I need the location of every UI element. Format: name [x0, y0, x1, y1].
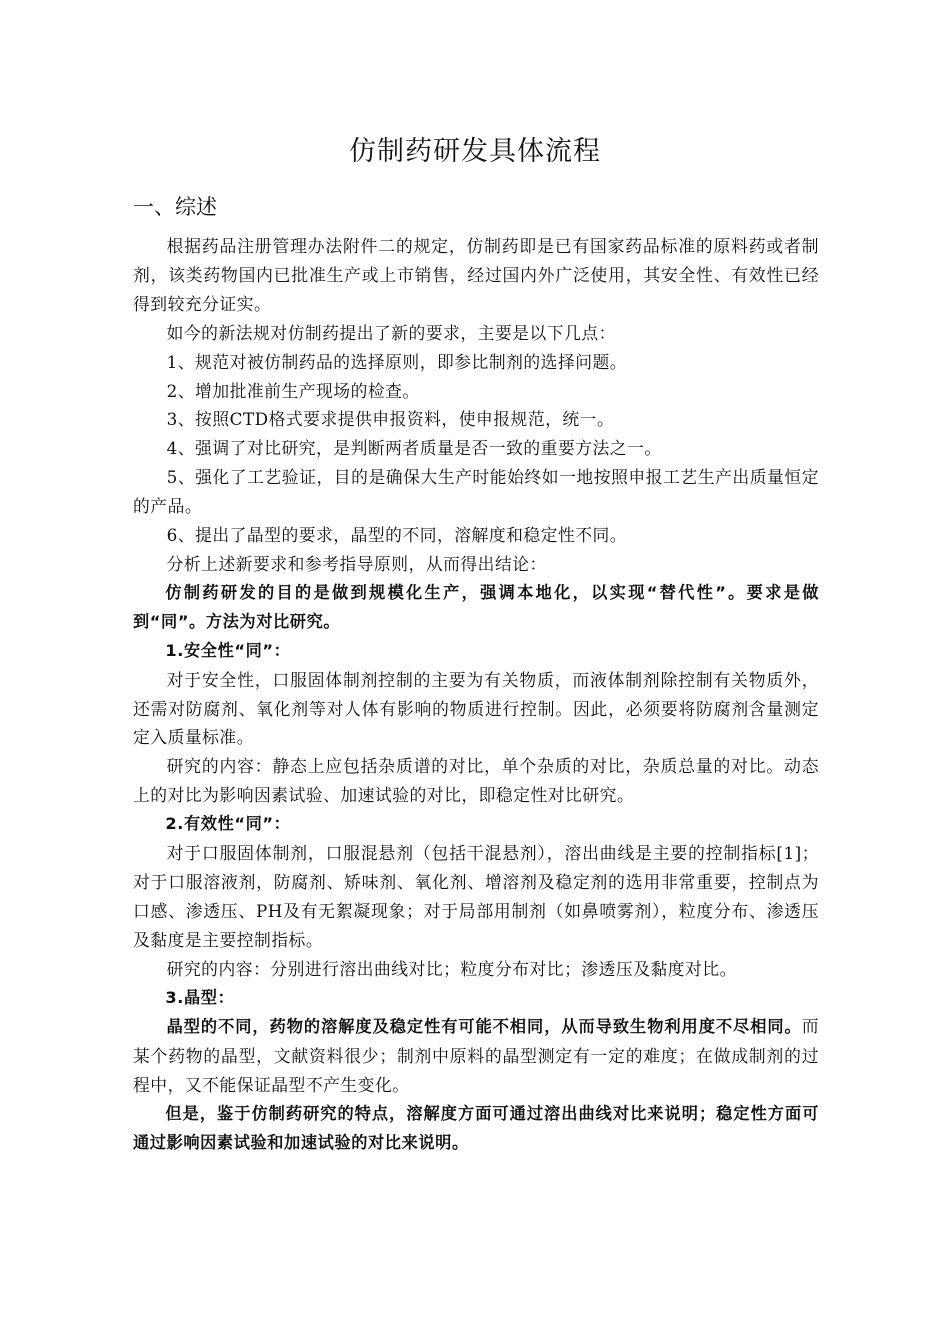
- list-item: 3、按照CTD格式要求提供申报资料，使申报规范，统一。: [166, 409, 615, 430]
- paragraph-intro: 根据药品注册管理办法附件二的规定，仿制药即是已有国家药品标准的原料药或者制剂，该类药物国内已批准生产或上市销售，经过国内外广泛使用，其安全性、有效性已经得到较充分证实。: [133, 236, 819, 314]
- section-heading: 一、综述: [133, 195, 217, 219]
- list-item: 6、提出了晶型的要求，晶型的不同，溶解度和稳定性不同。: [166, 525, 628, 546]
- paragraph-efficacy: 对于口服固体制剂，口服混悬剂（包括干混悬剂），溶出曲线是主要的控制指标[1]；对于口服溶液剂，防腐剂、矫味剂、氧化剂、增溶剂及稳定剂的选用非常重要，控制点为口感、渗透压、PH及有无絮凝现象；对于局部用制剂（如鼻喷雾剂），粒度分布、渗透压及黏度是主要控制指标。: [133, 843, 819, 950]
- crystal-form-continuation: 而某个药物的晶型，文献资料很少；制剂中原料的晶型测定有一定的难度；在做成制剂的过程中，又不能保证晶型不产生变化。: [133, 1016, 819, 1096]
- paragraph-however: 但是，鉴于仿制药研究的特点，溶解度方面可通过溶出曲线对比来说明；稳定性方面可通过影响因素试验和加速试验的对比来说明。: [133, 1104, 819, 1153]
- paragraph-analysis: 分析上述新要求和参考指导原则，从而得出结论：: [166, 553, 547, 574]
- document-body: [133, 232, 819, 1158]
- list-item: 4、强调了对比研究，是判断两者质量是否一致的重要方法之一。: [166, 438, 662, 459]
- crystal-form-emphasis: 晶型的不同，药物的溶解度及稳定性有可能不相同，从而导致生物利用度不尽相同。: [166, 1017, 802, 1037]
- list-item: 1、规范对被仿制药品的选择原则，即参比制剂的选择问题。: [166, 351, 628, 372]
- paragraph-new-requirements: 如今的新法规对仿制药提出了新的要求，主要是以下几点：: [166, 322, 616, 343]
- paragraph-efficacy-research: 研究的内容：分别进行溶出曲线对比；粒度分布对比；渗透压及黏度对比。: [166, 958, 737, 979]
- paragraph-safety: 对于安全性，口服固体制剂控制的主要为有关物质，而液体制剂除控制有关物质外，还需对防腐剂、氧化剂等对人体有影响的物质进行控制。因此，必须要将防腐剂含量测定定入质量标准。: [133, 669, 819, 748]
- list-item: 5、强化了工艺验证，目的是确保大生产时能始终如一地按照申报工艺生产出质量恒定的产品。: [133, 467, 819, 517]
- list-item: 2、增加批准前生产现场的检查。: [166, 380, 420, 401]
- subheading-safety: 1.安全性“同”：: [165, 640, 291, 660]
- subheading-efficacy: 2.有效性“同”：: [165, 814, 291, 834]
- subheading-crystal-form: 3.晶型：: [165, 987, 235, 1007]
- paragraph-conclusion: 仿制药研发的目的是做到规模化生产，强调本地化，以实现“替代性”。要求是做到“同”。方法为对比研究。: [133, 582, 819, 631]
- paragraph-crystal-form: [133, 1012, 819, 1100]
- paragraph-safety-research: 研究的内容：静态上应包括杂质谱的对比，单个杂质的对比，杂质总量的对比。动态上的对比为影响因素试验、加速试验的对比，即稳定性对比研究。: [133, 756, 819, 806]
- document-title: 仿制药研发具体流程: [349, 136, 601, 167]
